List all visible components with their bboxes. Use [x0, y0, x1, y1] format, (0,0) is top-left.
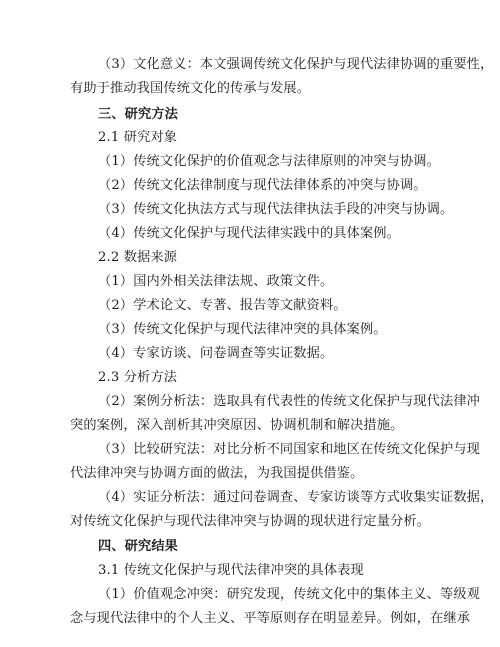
- section-heading-results: 四、研究结果: [98, 539, 179, 554]
- list-item: （3）传统文化保护与现代法律冲突的具体案例。: [98, 322, 387, 337]
- subsection-heading: 2.2 数据来源: [98, 250, 178, 265]
- list-item-continuation: 对传统文化保护与现代法律冲突与协调的现状进行定量分析。: [70, 514, 431, 529]
- list-item: （1）传统文化保护的价值观念与法律原则的冲突与协调。: [98, 154, 440, 169]
- list-item: （4）专家访谈、问卷调查等实证数据。: [98, 346, 334, 361]
- list-item: （2）学术论文、专著、报告等文献资料。: [98, 298, 347, 313]
- section-heading-methods: 三、研究方法: [98, 107, 179, 122]
- list-item: （4）实证分析法：通过问卷调查、专家访谈等方式收集实证数据，: [98, 490, 494, 505]
- list-item-continuation: 念与现代法律中的个人主义、平等原则存在明显差异。例如，在继承: [70, 611, 471, 626]
- list-item: （1）国内外相关法律法规、政策文件。: [98, 274, 334, 289]
- list-item: （3）比较研究法：对比分析不同国家和地区在传统文化保护与现: [98, 442, 480, 457]
- list-item: （2）案例分析法：选取具有代表性的传统文化保护与现代法律冲: [98, 394, 480, 409]
- list-item: （2）传统文化法律制度与现代法律体系的冲突与协调。: [98, 178, 427, 193]
- list-item: （4）传统文化保护与现代法律实践中的具体案例。: [98, 226, 400, 241]
- subsection-heading: 2.1 研究对象: [98, 130, 178, 145]
- paragraph-line: 有助于推动我国传统文化的传承与发展。: [70, 81, 311, 96]
- paragraph-line: （3）文化意义：本文强调传统文化保护与现代法律协调的重要性，: [98, 57, 494, 72]
- list-item: （3）传统文化执法方式与现代法律执法手段的冲突与协调。: [98, 202, 454, 217]
- list-item: （1）价值观念冲突：研究发现，传统文化中的集体主义、等级观: [98, 587, 480, 602]
- list-item-continuation: 突的案例，深入剖析其冲突原因、协调机制和解决措施。: [70, 418, 404, 433]
- subsection-heading: 2.3 分析方法: [98, 370, 178, 385]
- subsection-heading: 3.1 传统文化保护与现代法律冲突的具体表现: [98, 563, 364, 578]
- list-item-continuation: 代法律冲突与协调方面的做法，为我国提供借鉴。: [70, 466, 364, 481]
